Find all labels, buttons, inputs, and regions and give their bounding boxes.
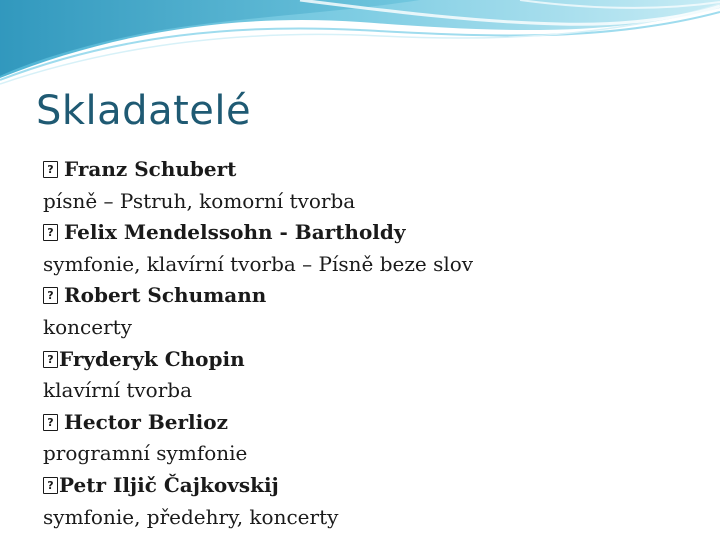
composer-name: Franz Schubert [64,157,237,181]
composer-works: symfonie, klavírní tvorba – Písně beze slov [43,251,474,276]
composer-works: symfonie, předehry, koncerty [43,504,339,529]
composer-name-line [43,470,693,502]
missing-glyph-bullet-icon [43,287,58,304]
missing-glyph-bullet-icon [43,351,58,368]
composer-name: Robert Schumann [64,283,267,308]
composer-name-line [43,407,693,439]
composer-name-line [43,344,693,376]
composer-name: Felix Mendelssohn - Bartholdy [64,220,406,245]
slide-title: Skladatelé [36,88,252,134]
missing-glyph-bullet-icon [43,161,58,178]
composer-list [43,154,693,533]
composer-name-line [43,280,693,312]
composer-works: klavírní tvorba [43,378,192,403]
missing-glyph-bullet-icon [43,414,58,431]
composer-works: programní symfonie [43,441,248,466]
composer-name: Hector Berlioz [64,409,228,434]
missing-glyph-bullet-icon [43,224,58,241]
composer-works: koncerty [43,314,132,339]
composer-name-line [43,154,693,186]
missing-glyph-bullet-icon [43,477,58,494]
composer-name: Fryderyk Chopin [59,346,245,371]
composer-name: Petr Iljič Čajkovskij [59,472,279,497]
composer-works: písně – Pstruh, komorní tvorba [43,188,356,213]
decorative-wave-header [0,0,720,90]
composer-name-line [43,217,693,249]
